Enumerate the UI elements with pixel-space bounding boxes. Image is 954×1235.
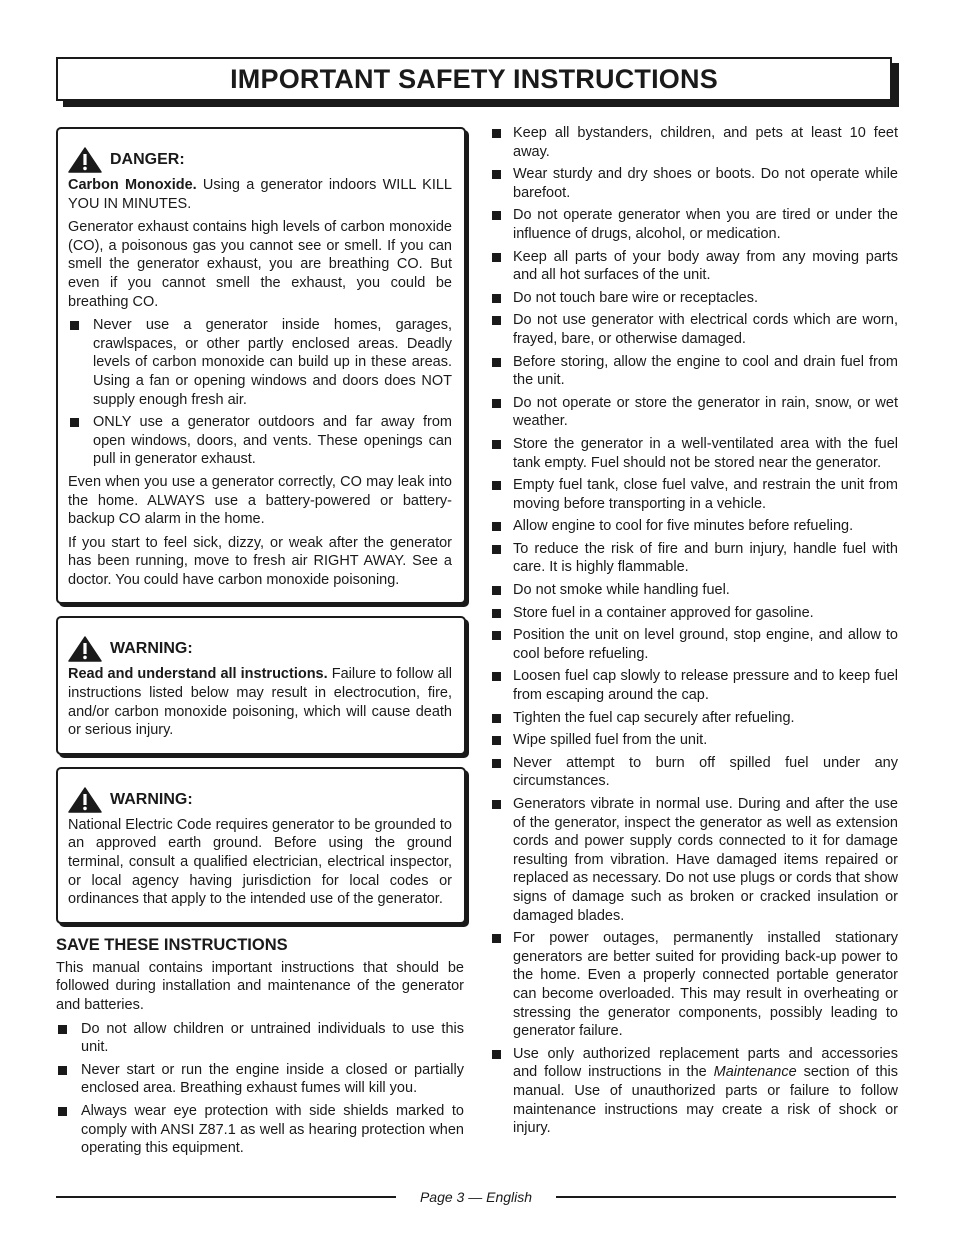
list-item: Before storing, allow the engine to cool and drain fuel from the unit.	[492, 353, 898, 390]
section-heading: SAVE THESE INSTRUCTIONS	[56, 935, 288, 954]
list-item: To reduce the risk of fire and burn injury, handle fuel with care. It is highly flammable.	[492, 540, 898, 577]
last-bullet-before: Use only authorized replacement parts and accessories and follow instructions in the	[513, 1045, 898, 1081]
list-item: Do not touch bare wire or receptacles.	[492, 289, 898, 308]
list-item: Do not use generator with electrical cords which are worn, frayed, bare, or otherwise damaged.	[492, 311, 898, 348]
list-item: Allow engine to cool for five minutes before refueling.	[492, 517, 898, 536]
danger-panel	[56, 127, 466, 604]
last-bullet-italic: Maintenance	[713, 1064, 797, 1081]
list-item: Always wear eye protection with side shields marked to comply with ANSI Z87.1 as well as hearing protection when operating this equipment.	[56, 1102, 464, 1158]
warning-text: National Electric Code requires generator to be grounded to an approved earth ground. Before using the ground terminal, consult a qualified electrician, electrical inspector, or local agency having jurisdiction for local codes or ordinances that apply to the intended use of the generator.	[68, 816, 452, 908]
list-item: Do not allow children or untrained individuals to use this unit.	[56, 1020, 464, 1057]
warning-triangle-icon	[68, 147, 102, 173]
danger-lead-rest: Using a generator indoors WILL KILL YOU IN MINUTES.	[68, 177, 452, 212]
list-item: Position the unit on level ground, stop engine, and allow to cool before refueling.	[492, 626, 898, 663]
warning-header	[68, 787, 452, 813]
warning-lead-rest: Failure to follow all instructions listed below may result in electrocution, fire, and/or carbon monoxide poisoning, which will cause death or serious injury.	[68, 666, 452, 739]
list-item: For power outages, permanently installed stationary generators are better suited for providing back-up power to the home. Even a properly connected portable generator can become overloaded. This may result in overheating or stressing the generator components, possibly leading to generator failure.	[492, 929, 898, 1041]
page-number: Page 3 — English	[419, 1189, 533, 1205]
list-item: Wipe spilled fuel from the unit.	[492, 731, 898, 750]
danger-para-3: If you start to feel sick, dizzy, or weak after the generator has been running, move to fresh air RIGHT AWAY. See a doctor. You could have carbon monoxide poisoning.	[68, 534, 452, 588]
list-item: Never attempt to burn off spilled fuel under any circumstances.	[492, 754, 898, 791]
list-item: Never use a generator inside homes, garages, crawlspaces, or other partly enclosed areas. Deadly levels of carbon monoxide can build up in these areas. Using a fan or opening windows and doors does NOT supply enough fresh air.	[68, 316, 452, 409]
list-item: Never start or run the engine inside a closed or partially enclosed area. Breathing exhaust fumes will kill you.	[56, 1061, 464, 1098]
list-item: Generators vibrate in normal use. During and after the use of the generator, inspect the generator as well as extension cords and power supply cords connected to it for damage resulting from vibration. Have damaged items repaired or replaced as necessary. Do not use plugs or cords that show signs of damage such as broken or cracked insulation or damaged blades.	[492, 795, 898, 925]
footer-rule-left	[56, 1196, 396, 1198]
page-title: IMPORTANT SAFETY INSTRUCTIONS	[230, 63, 718, 94]
danger-para-1: Generator exhaust contains high levels of carbon monoxide (CO), a poisonous gas you cannot see or smell. If you can smell the generator exhaust, you are breathing CO. But even if you cannot smell the exhaust, you could be breathing CO.	[68, 219, 452, 310]
safety-bullets	[492, 124, 898, 1138]
list-item: Store the generator in a well-ventilated area with the fuel tank empty. Fuel should not be stored near the generator.	[492, 435, 898, 472]
list-item: ONLY use a generator outdoors and far away from open windows, doors, and vents. These openings can pull in generator exhaust.	[68, 413, 452, 469]
warning-text	[68, 665, 452, 739]
danger-lead-bold: Carbon Monoxide.	[68, 177, 197, 193]
danger-para-2: Even when you use a generator correctly, CO may leak into the home. ALWAYS use a battery-powered or battery-backup CO alarm in the home.	[68, 473, 452, 528]
danger-heading: DANGER:	[110, 151, 185, 168]
warning-panel-instructions	[56, 616, 466, 754]
warning-panel-grounding	[56, 767, 466, 924]
warning-triangle-icon	[68, 636, 102, 662]
warning-triangle-icon	[68, 787, 102, 813]
page-footer	[56, 1187, 896, 1207]
list-item: Do not operate generator when you are tired or under the influence of drugs, alcohol, or medication.	[492, 206, 898, 243]
list-item: Wear sturdy and dry shoes or boots. Do not operate while barefoot.	[492, 165, 898, 202]
danger-header	[68, 147, 452, 173]
list-item: Empty fuel tank, close fuel valve, and restrain the unit from moving before transporting in a vehicle.	[492, 476, 898, 513]
danger-bullets	[68, 316, 452, 469]
list-item: Do not smoke while handling fuel.	[492, 581, 898, 600]
warning-heading: WARNING:	[110, 790, 193, 808]
last-bullet-after: section of this manual. Use of unauthorized parts or failure to follow maintenance instructions may create a risk of shock or injury.	[513, 1064, 899, 1137]
save-instructions-section	[56, 936, 466, 1158]
list-item: Keep all bystanders, children, and pets at least 10 feet away.	[492, 124, 898, 161]
danger-lead	[68, 176, 452, 213]
warning-header	[68, 636, 452, 662]
list-item: Tighten the fuel cap securely after refueling.	[492, 709, 898, 728]
list-item: Keep all parts of your body away from any moving parts and all hot surfaces of the unit.	[492, 248, 898, 285]
list-item: Store fuel in a container approved for gasoline.	[492, 604, 898, 623]
list-item: Loosen fuel cap slowly to release pressure and to keep fuel from escaping around the cap.	[492, 667, 898, 704]
footer-rule-right	[556, 1196, 896, 1198]
warning-heading: WARNING:	[110, 640, 193, 658]
list-item	[492, 1045, 898, 1138]
list-item: Do not operate or store the generator in rain, snow, or wet weather.	[492, 394, 898, 431]
title-banner	[56, 57, 892, 101]
right-column	[492, 124, 898, 1142]
save-bullets	[56, 1020, 464, 1158]
section-intro: This manual contains important instructions that should be followed during installation and maintenance of the generator and batteries.	[56, 959, 464, 1013]
warning-lead-bold: Read and understand all instructions.	[68, 666, 328, 683]
left-column	[56, 127, 466, 1162]
